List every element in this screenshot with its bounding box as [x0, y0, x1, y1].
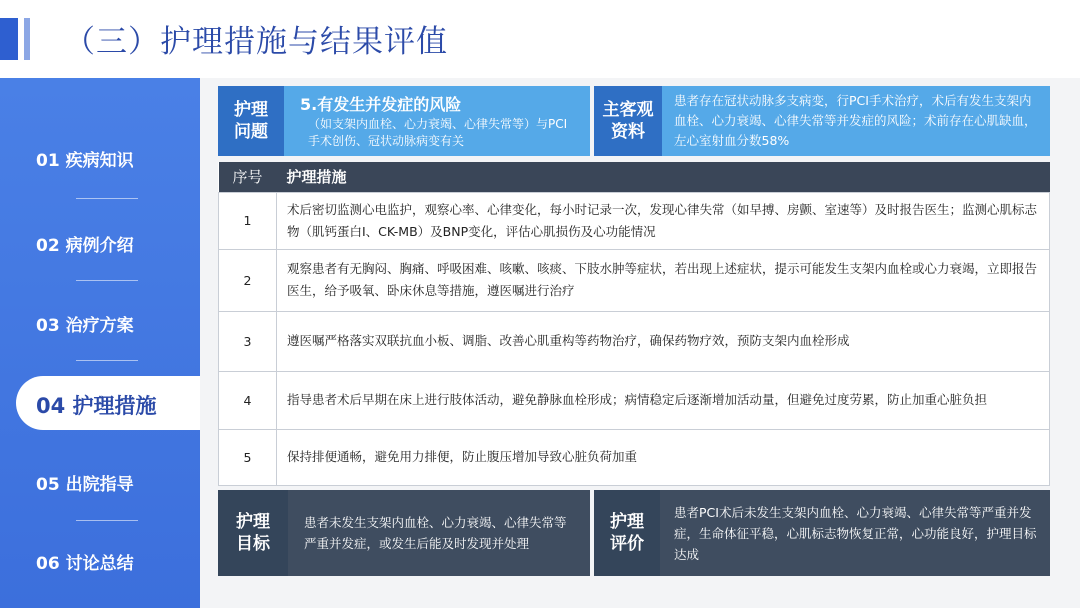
sidebar-divider [76, 360, 138, 361]
row-number: 4 [219, 371, 277, 429]
row-measure: 指导患者术后早期在床上进行肢体活动，避免静脉血栓形成；病情稳定后逐渐增加活动量，但避免过度劳累，防止加重心脏负担 [277, 371, 1050, 429]
row-measure: 术后密切监测心电监护，观察心率、心律变化，每小时记录一次，发现心律失常（如早搏、房颤、室速等）及时报告医生；监测心肌标志物（肌钙蛋白I、CK-MB）及BNP变化，评估心肌损伤及心功能情况 [277, 192, 1050, 249]
sidebar-item-case-intro[interactable]: 02 病例介绍 [36, 236, 134, 256]
title-accent-bar-secondary [24, 18, 30, 60]
page-title: （三）护理措施与结果评值 [64, 24, 448, 60]
sidebar-item-discussion-summary[interactable]: 06 讨论总结 [36, 554, 134, 574]
evaluation-text: 患者PCI术后未发生支架内血栓、心力衰竭、心律失常等严重并发症，生命体征平稳，心肌标志物恢复正常，心功能良好，护理目标达成 [660, 490, 1050, 576]
sidebar-divider [76, 198, 138, 199]
problem-label: 护理问题 [218, 86, 284, 156]
column-header-number: 序号 [219, 162, 277, 192]
table-header-row [219, 162, 1050, 192]
row-measure: 观察患者有无胸闷、胸痛、呼吸困难、咳嗽、咳痰、下肢水肿等症状，若出现上述症状，提示可能发生支架内血栓或心力衰竭，立即报告医生，给予吸氧、卧床休息等措施，遵医嘱进行治疗 [277, 249, 1050, 311]
column-header-measure: 护理措施 [277, 162, 1050, 192]
sidebar-item-treatment-plan[interactable]: 03 治疗方案 [36, 316, 134, 336]
goal-label: 护理目标 [218, 490, 288, 576]
title-accent-bar [0, 18, 18, 60]
table-row [219, 249, 1050, 311]
sidebar-item-disease-knowledge[interactable]: 01 疾病知识 [36, 151, 134, 171]
row-number: 3 [219, 311, 277, 371]
row-number: 5 [219, 429, 277, 485]
table-row [219, 371, 1050, 429]
row-number: 1 [219, 192, 277, 249]
sidebar-divider [76, 280, 138, 281]
sidebar-item-discharge-guide[interactable]: 05 出院指导 [36, 475, 134, 495]
objective-label: 主客观资料 [594, 86, 662, 156]
goal-text: 患者未发生支架内血栓、心力衰竭、心律失常等严重并发症，或发生后能及时发现并处理 [288, 490, 590, 576]
row-measure: 遵医嘱严格落实双联抗血小板、调脂、改善心肌重构等药物治疗，确保药物疗效，预防支架内血栓形成 [277, 311, 1050, 371]
table-row [219, 311, 1050, 371]
table-row [219, 429, 1050, 485]
table-row [219, 192, 1050, 249]
nursing-measures-table [218, 162, 1050, 486]
objective-text: 患者存在冠状动脉多支病变，行PCI手术治疗，术后有发生支架内血栓、心力衰竭、心律失常等并发症的风险；术前存在心肌缺血，左心室射血分数58% [662, 86, 1050, 156]
sidebar-item-nursing-measures[interactable] [16, 376, 214, 430]
problem-detail: （如支架内血栓、心力衰竭、心律失常等）与PCI手术创伤、冠状动脉病变有关 [308, 117, 568, 148]
row-measure: 保持排便通畅，避免用力排便，防止腹压增加导致心脏负荷加重 [277, 429, 1050, 485]
problem-heading: 5.有发生并发症的风险 [300, 95, 462, 114]
row-number: 2 [219, 249, 277, 311]
sidebar-divider [76, 520, 138, 521]
sidebar-item-label-active: 04 护理措施 [36, 394, 157, 418]
evaluation-label: 护理评价 [594, 490, 660, 576]
problem-box [284, 86, 590, 156]
